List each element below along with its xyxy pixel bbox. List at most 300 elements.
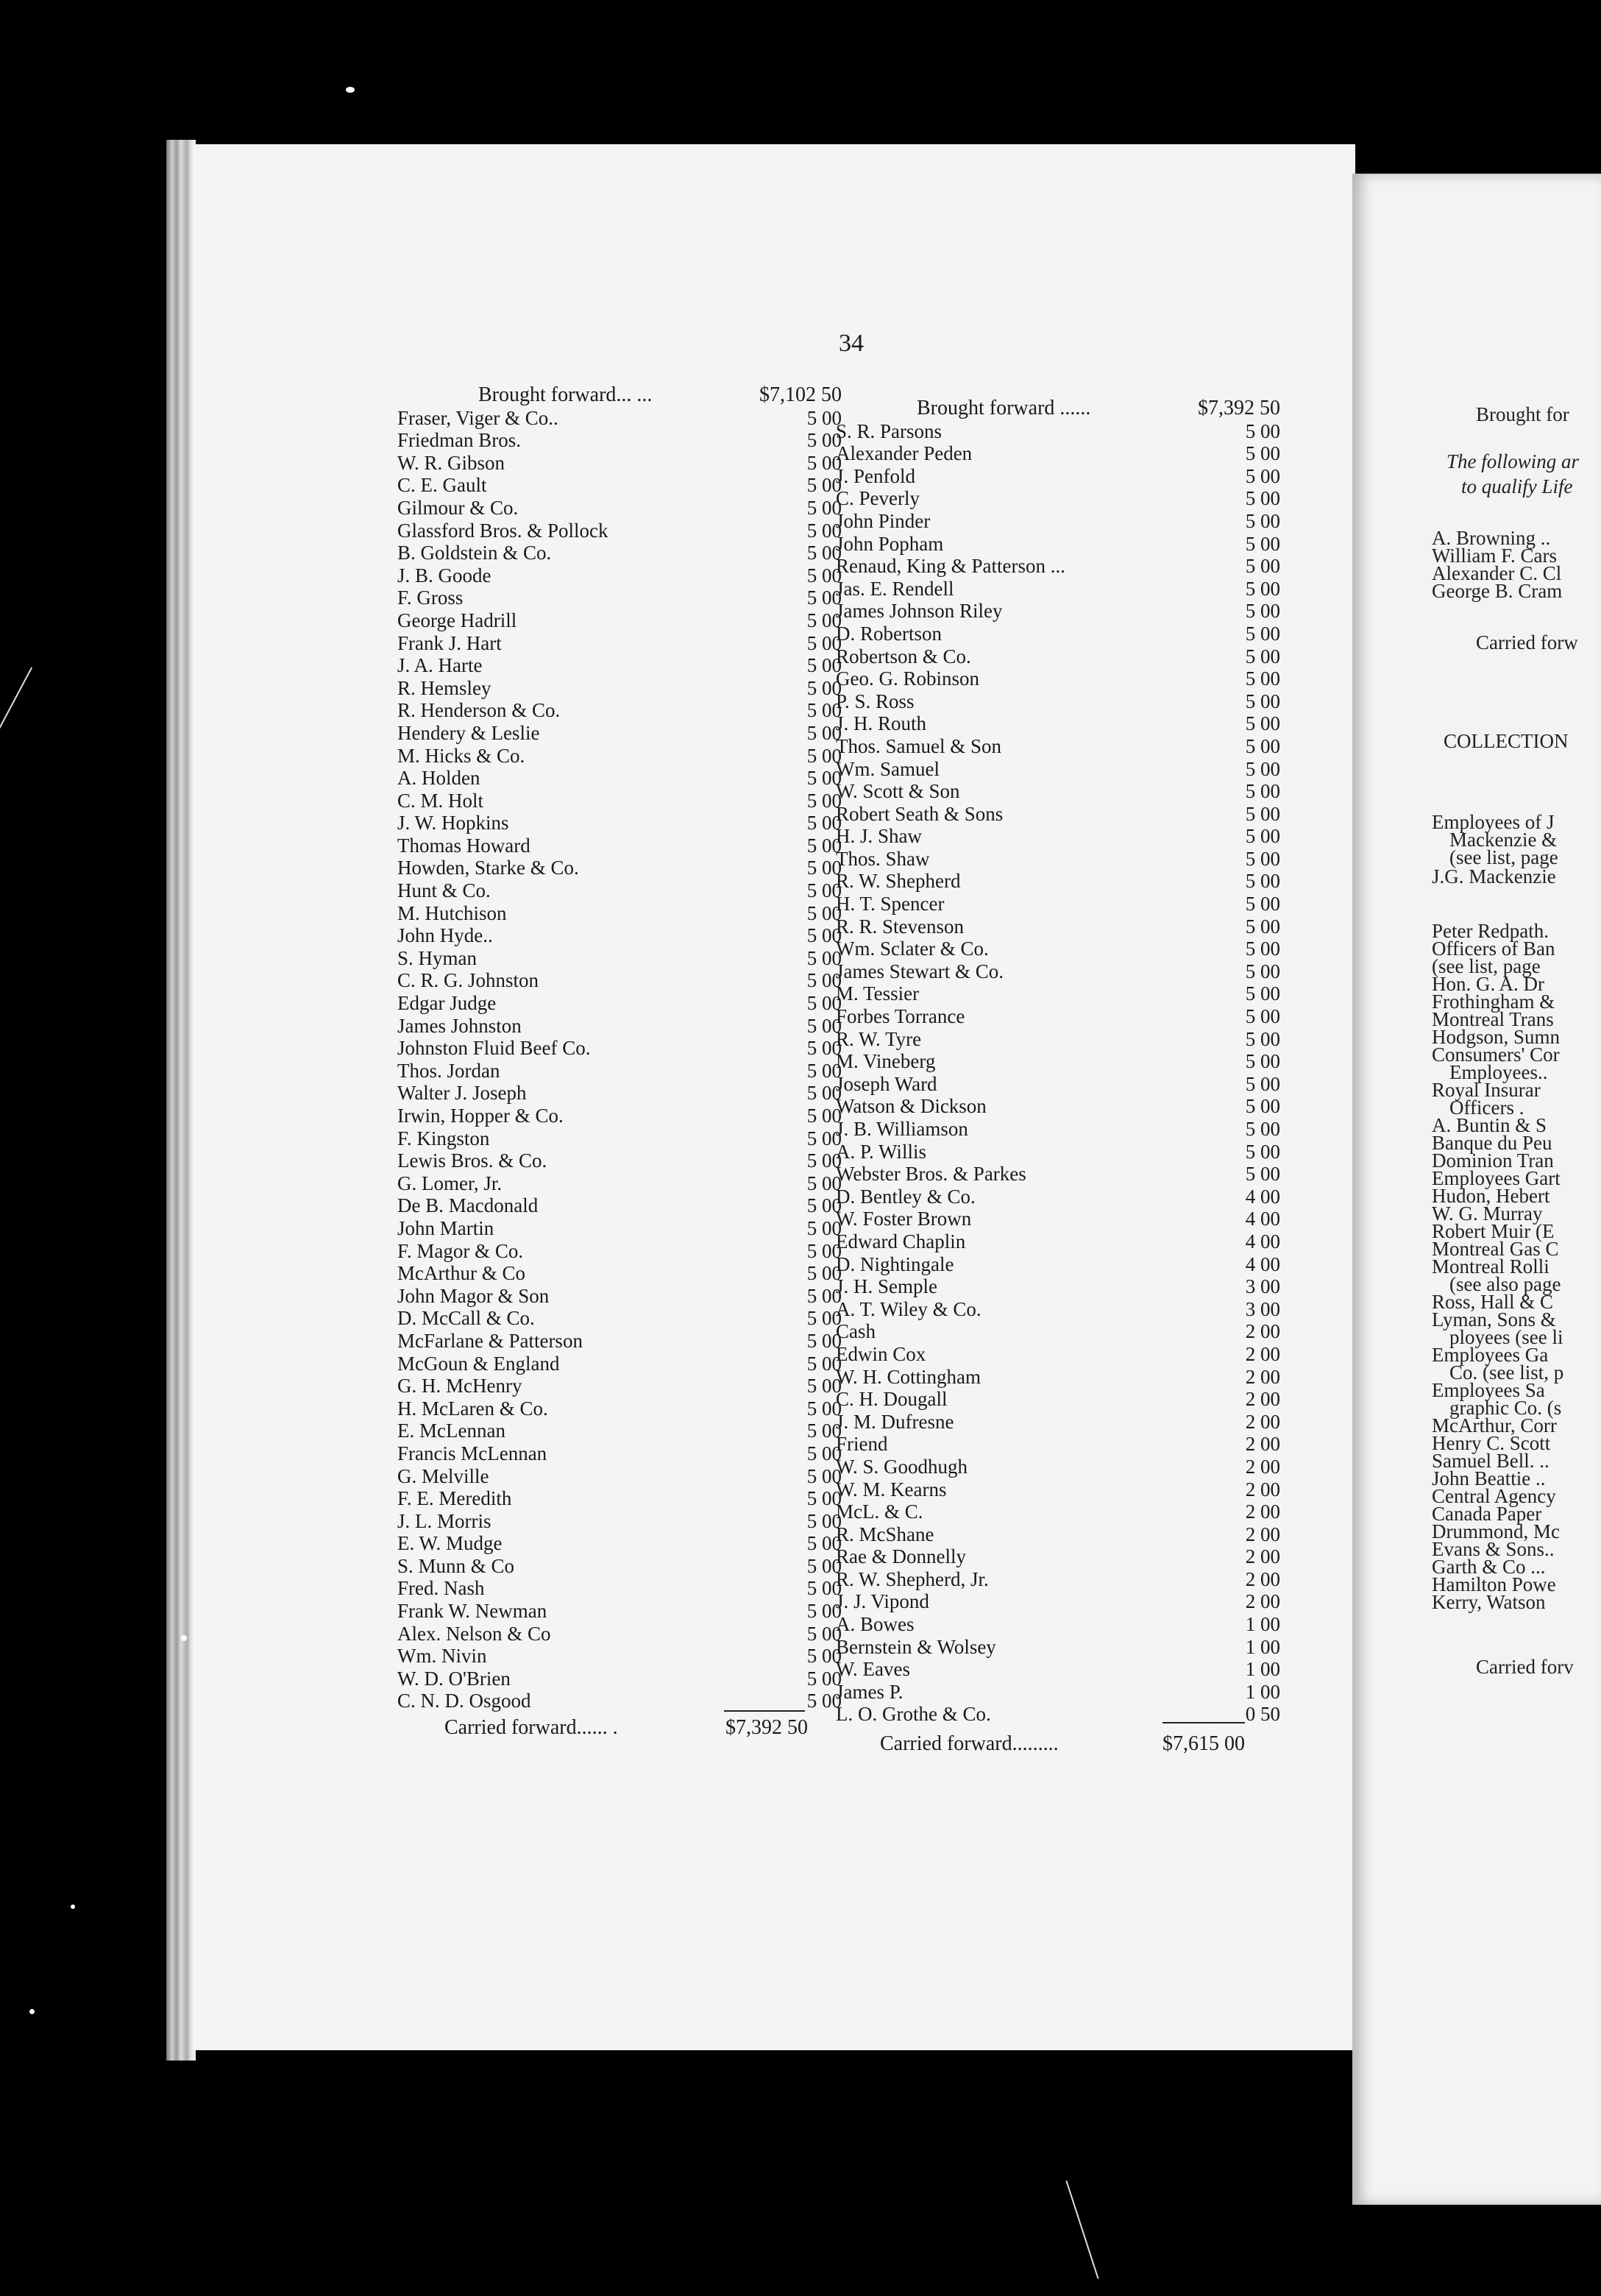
contributor-name: J. A. Harte [397,654,483,677]
next-page-line: COLLECTION [1444,730,1569,752]
contribution-amount: 4 00 [1245,1252,1280,1275]
ledger-row [836,1163,1280,1186]
ledger-row [397,1285,842,1308]
right-ledger-column [836,397,1280,1726]
next-page-line: Alexander C. Cl [1432,562,1562,584]
next-page-line: (see also page [1449,1273,1561,1295]
ledger-row [397,542,842,564]
ledger-row [836,600,1280,623]
contributor-name: W. Scott & Son [836,780,960,803]
contributor-name: Lewis Bros. & Co. [397,1149,547,1172]
ledger-row [836,420,1280,443]
ledger-row [397,1532,842,1555]
contributor-name: B. Goldstein & Co. [397,542,552,564]
next-page-line: Employees Sa [1432,1379,1545,1401]
ledger-row [836,510,1280,533]
ledger-row [836,1028,1280,1051]
next-page-line: Hodgson, Sumn [1432,1026,1561,1048]
ledger-row [836,1118,1280,1141]
ledger-row [397,924,842,947]
ledger-row [397,879,842,902]
ledger-row [836,465,1280,488]
contribution-amount: 5 00 [806,1577,842,1600]
ledger-row [397,767,842,790]
contributor-name: Walter J. Joseph [397,1082,527,1105]
next-page-line: McArthur, Corr [1432,1414,1557,1436]
contribution-amount: 2 00 [1245,1545,1280,1568]
ledger-row [836,623,1280,645]
contribution-amount: 2 00 [1245,1410,1280,1433]
scan-hair [0,667,32,746]
ledger-row [397,1375,842,1397]
contribution-amount: 2 00 [1245,1433,1280,1456]
contribution-amount: 5 00 [806,1059,842,1082]
contribution-amount: 5 00 [806,429,842,452]
right-carried-forward [880,1732,1245,1756]
contributor-name: Friedman Bros. [397,429,521,452]
ledger-row [397,1487,842,1510]
contribution-amount: 5 00 [806,789,842,812]
next-page-line: Central Agency [1432,1485,1556,1507]
contribution-amount: 5 00 [806,1600,842,1623]
contributor-name: M. Vineberg [836,1050,936,1073]
ledger-row [397,1262,842,1285]
contributor-name: Cash [836,1320,876,1343]
ledger-row [397,857,842,879]
contribution-amount: 5 00 [806,699,842,722]
contribution-amount: 5 00 [1245,847,1280,870]
ledger-row [836,1433,1280,1456]
right-total-rule [1162,1722,1245,1723]
contributor-name: Renaud, King & Patterson ... [836,555,1065,578]
contribution-amount: 5 00 [1245,1140,1280,1163]
brought-forward-label: Brought forward ...... [917,397,1091,419]
ledger-row [836,1343,1280,1366]
contribution-amount: 5 00 [806,1329,842,1352]
carried-forward-amount: $7,392 50 [725,1716,808,1739]
contributor-name: G. Melville [397,1464,489,1487]
ledger-row [397,812,842,835]
ledger-row [836,712,1280,735]
ledger-row [836,1456,1280,1478]
contribution-amount: 5 00 [806,1239,842,1262]
contributor-name: Bernstein & Wolsey [836,1635,996,1658]
next-page-line: Henry C. Scott [1432,1432,1551,1454]
carried-forward-amount: $7,615 00 [1162,1732,1245,1755]
contribution-amount: 5 00 [806,1442,842,1464]
contributor-name: R. W. Shepherd [836,870,961,893]
next-page-line: Kerry, Watson [1432,1591,1546,1613]
next-page-line: Employees.. [1449,1061,1548,1083]
next-page-line: Robert Muir (E [1432,1220,1555,1242]
contribution-amount: 5 00 [1245,982,1280,1005]
contributor-name: Fred. Nash [397,1577,485,1600]
scan-speck [346,87,355,93]
contribution-amount: 5 00 [806,834,842,857]
contributor-name: S. Hyman [397,946,477,969]
contributor-name: P. S. Ross [836,690,915,712]
contribution-amount: 5 00 [806,879,842,902]
next-page-line: ployees (see li [1449,1326,1563,1348]
contributor-name: G. H. McHenry [397,1375,522,1397]
ledger-row [836,1320,1280,1343]
ledger-row [397,947,842,970]
contributor-name: R. Hemsley [397,676,491,699]
ledger-row [397,1623,842,1645]
contribution-amount: 5 00 [806,1352,842,1375]
next-page-line: Frothingham & [1432,991,1555,1013]
next-page-line: Mackenzie & [1449,829,1558,851]
contribution-amount: 5 00 [806,1037,842,1060]
next-page-line: Lyman, Sons & [1432,1308,1556,1331]
ledger-row [836,1230,1280,1253]
ledger-row [836,1005,1280,1028]
contribution-amount: 5 00 [1245,734,1280,757]
contribution-amount: 5 00 [806,1622,842,1645]
contribution-amount: 5 00 [806,542,842,564]
contribution-amount: 5 00 [1245,1005,1280,1028]
ledger-row [397,1668,842,1690]
scan-speck [181,1635,187,1641]
contributor-name: J. W. Hopkins [397,812,509,835]
next-page-line: Royal Insurar [1432,1079,1541,1101]
ledger-row [836,1366,1280,1389]
contribution-amount: 5 00 [1245,712,1280,735]
next-page-line: graphic Co. (s [1449,1397,1562,1419]
ledger-row [397,1465,842,1488]
contributor-name: F. E. Meredith [397,1487,512,1510]
contribution-amount: 5 00 [806,654,842,677]
contributor-name: G. Lomer, Jr. [397,1172,503,1194]
ledger-row [836,1568,1280,1591]
ledger-row [836,1590,1280,1613]
ledger-row [397,497,842,520]
contribution-amount: 5 00 [806,1082,842,1105]
ledger-row [397,1037,842,1060]
contributor-name: D. Robertson [836,622,942,645]
contribution-amount: 1 00 [1245,1680,1280,1703]
ledger-row [836,1545,1280,1568]
contributor-name: A. Bowes [836,1613,915,1636]
next-page-line: (see list, page [1449,846,1558,868]
contributor-name: R. McShane [836,1523,934,1545]
contribution-amount: 5 00 [1245,645,1280,667]
ledger-row [836,960,1280,983]
contribution-amount: 5 00 [806,496,842,519]
ledger-row [397,429,842,452]
contribution-amount: 4 00 [1245,1208,1280,1230]
contributor-name: A. P. Willis [836,1140,926,1163]
ledger-row [836,1073,1280,1096]
ledger-row [397,1442,842,1465]
ledger-row [836,1141,1280,1163]
ledger-row [397,1555,842,1578]
left-entries-list [397,407,842,1712]
contributor-name: R. R. Stevenson [836,915,965,938]
contributor-name: Frank W. Newman [397,1600,547,1623]
contribution-amount: 2 00 [1245,1523,1280,1545]
contributor-name: H. J. Shaw [836,825,923,848]
next-page-line: A. Browning .. [1432,527,1551,549]
ledger-row [397,1194,842,1217]
contribution-amount: 5 00 [806,474,842,497]
contribution-amount: 2 00 [1245,1388,1280,1411]
contributor-name: Jas. E. Rendell [836,577,954,600]
next-page-line: Evans & Sons.. [1432,1538,1555,1560]
ledger-row [397,722,842,745]
ledger-row [397,1353,842,1375]
next-page-line: Ross, Hall & C [1432,1291,1554,1313]
contribution-amount: 1 00 [1245,1635,1280,1658]
contributor-name: W. D. O'Brien [397,1667,511,1690]
ledger-row [397,1645,842,1668]
contributor-name: J. M. Dufresne [836,1410,954,1433]
next-page-line: Drummond, Mc [1432,1520,1560,1542]
contributor-name: C. H. Dougall [836,1388,948,1411]
next-page-line: Hudon, Hebert [1432,1185,1550,1207]
book-page-edges [166,140,196,2061]
contribution-amount: 5 00 [806,1014,842,1037]
contributor-name: R. Henderson & Co. [397,699,561,722]
contributor-name: J. B. Goode [397,564,491,587]
contributor-name: Webster Bros. & Parkes [836,1163,1026,1186]
next-page-line: Employees Ga [1432,1344,1549,1366]
ledger-row [836,1275,1280,1298]
next-page-line: George B. Cram [1432,580,1563,602]
next-page-line: Officers . [1449,1096,1524,1119]
contributor-name: H. T. Spencer [836,893,945,915]
left-ledger-column [397,384,842,1712]
contribution-amount: 5 00 [1245,464,1280,487]
contributor-name: John Pinder [836,509,931,532]
contribution-amount: 5 00 [806,1262,842,1285]
contributor-name: D. Nightingale [836,1252,954,1275]
contribution-amount: 5 00 [806,1284,842,1307]
contribution-amount: 5 00 [806,587,842,609]
contributor-name: De B. Macdonald [397,1194,539,1217]
contribution-amount: 5 00 [1245,938,1280,960]
contribution-amount: 5 00 [806,1194,842,1217]
ledger-row [836,667,1280,690]
contributor-name: Irwin, Hopper & Co. [397,1105,564,1127]
contribution-amount: 2 00 [1245,1455,1280,1478]
contributor-name: John Magor & Son [397,1284,550,1307]
contribution-amount: 5 00 [806,1645,842,1668]
ledger-row [836,1388,1280,1411]
contribution-amount: 5 00 [1245,1118,1280,1140]
contribution-amount: 5 00 [806,901,842,924]
contributor-name: Watson & Dickson [836,1095,987,1118]
brought-forward-amount: $7,392 50 [1198,397,1280,419]
contribution-amount: 4 00 [1245,1185,1280,1208]
ledger-row [397,969,842,992]
next-page-line: Montreal Rolli [1432,1255,1549,1278]
contributor-name: John Popham [836,532,944,555]
contribution-amount: 2 00 [1245,1342,1280,1365]
ledger-row [836,780,1280,803]
next-page-line: Samuel Bell. .. [1432,1450,1549,1472]
next-page-line: Garth & Co ... [1432,1556,1546,1578]
contributor-name: E. W. Mudge [397,1532,503,1555]
next-page-line: Peter Redpath. [1432,920,1549,942]
ledger-row [836,893,1280,915]
ledger-row [397,1105,842,1127]
contributor-name: Glassford Bros. & Pollock [397,519,608,542]
ledger-row [397,452,842,475]
contribution-amount: 5 00 [1245,1050,1280,1073]
carried-forward-label: Carried forward......... [880,1732,1059,1755]
ledger-row [836,1523,1280,1546]
contributor-name: H. McLaren & Co. [397,1397,548,1420]
next-page-line: Brought for [1476,403,1569,425]
ledger-row [397,699,842,722]
next-page-line: W. G. Murray [1432,1202,1543,1225]
contributor-name: Gilmour & Co. [397,496,519,519]
contribution-amount: 5 00 [806,406,842,429]
ledger-row [397,1420,842,1442]
contributor-name: Thos. Jordan [397,1059,500,1082]
ledger-row [397,745,842,768]
contribution-amount: 5 00 [806,946,842,969]
ledger-row [836,1050,1280,1073]
ledger-row [397,632,842,655]
contributor-name: S. R. Parsons [836,419,943,442]
ledger-row [836,1186,1280,1208]
contributor-name: Forbes Torrance [836,1005,965,1028]
ledger-row [397,407,842,430]
contributor-name: S. Munn & Co [397,1554,515,1577]
contributor-name: Alexander Peden [836,442,973,465]
contributor-name: James Johnston [397,1014,522,1037]
ledger-row [397,520,842,542]
next-page-line: Montreal Trans [1432,1008,1554,1030]
next-page-line: Carried forw [1476,631,1578,653]
ledger-row [397,564,842,587]
contributor-name: McFarlane & Patterson [397,1329,583,1352]
next-page-line: William F. Cars [1432,545,1557,567]
contribution-amount: 5 00 [806,744,842,767]
contributor-name: Thos. Samuel & Son [836,734,1002,757]
contribution-amount: 1 00 [1245,1613,1280,1636]
contributor-name: W. R. Gibson [397,451,505,474]
contributor-name: Edgar Judge [397,992,497,1015]
contributor-name: C. M. Holt [397,789,484,812]
contribution-amount: 5 00 [1245,1095,1280,1118]
ledger-row [397,1172,842,1195]
next-page-line: Co. (see list, p [1449,1361,1564,1383]
ledger-row [836,1478,1280,1501]
next-page-line: John Beattie .. [1432,1467,1546,1489]
contributor-name: Joseph Ward [836,1072,937,1095]
ledger-row [836,442,1280,465]
contributor-name: Edward Chaplin [836,1230,966,1252]
ledger-row [836,758,1280,781]
ledger-row [397,1600,842,1623]
contribution-amount: 5 00 [806,676,842,699]
contribution-amount: 3 00 [1245,1275,1280,1298]
ledger-row [836,848,1280,871]
next-page-line: Employees of J [1432,811,1555,833]
contributor-name: Wm. Sclater & Co. [836,938,989,960]
contributor-name: A. T. Wiley & Co. [836,1297,981,1320]
contributor-name: J. H. Semple [836,1275,937,1298]
contribution-amount: 5 00 [806,992,842,1015]
contributor-name: C. E. Gault [397,474,487,497]
next-page-line: to qualify Life [1461,475,1573,497]
contribution-amount: 5 00 [1245,870,1280,893]
contributor-name: Hunt & Co. [397,879,491,902]
contribution-amount: 5 00 [1245,893,1280,915]
contribution-amount: 5 00 [1245,509,1280,532]
contributor-name: E. McLennan [397,1420,505,1442]
contribution-amount: 5 00 [806,564,842,587]
next-page-line: Montreal Gas C [1432,1238,1559,1260]
contributor-name: John Martin [397,1216,494,1239]
contribution-amount: 4 00 [1245,1230,1280,1252]
contributor-name: C. N. D. Osgood [397,1690,531,1712]
ledger-row [397,1015,842,1038]
contributor-name: W. H. Cottingham [836,1365,981,1388]
contribution-amount: 5 00 [806,969,842,992]
contribution-amount: 2 00 [1245,1590,1280,1613]
contribution-amount: 5 00 [806,924,842,947]
ledger-row [836,578,1280,600]
ledger-row [836,915,1280,938]
contribution-amount: 5 00 [806,767,842,790]
ledger-row [836,690,1280,713]
contribution-amount: 5 00 [806,1420,842,1442]
contribution-amount: 2 00 [1245,1567,1280,1590]
contribution-amount: 5 00 [1245,600,1280,623]
contribution-amount: 5 00 [806,1554,842,1577]
contribution-amount: 5 00 [806,1172,842,1194]
next-page-line: Canada Paper [1432,1503,1542,1525]
contribution-amount: 5 00 [1245,960,1280,982]
contributor-name: D. McCall & Co. [397,1307,535,1330]
ledger-row [397,1330,842,1353]
ledger-row [397,1510,842,1533]
contributor-name: W. Eaves [836,1658,910,1681]
ledger-row [836,1681,1280,1704]
contributor-name: W. Foster Brown [836,1208,972,1230]
ledger-row [836,982,1280,1005]
scan-speck [29,2009,35,2014]
contributor-name: George Hadrill [397,609,517,631]
contributor-name: L. O. Grothe & Co. [836,1703,991,1726]
contribution-amount: 5 00 [1245,667,1280,690]
scan-hair [1065,2180,1098,2279]
contributor-name: Hendery & Leslie [397,721,540,744]
ledger-row [397,474,842,497]
contributor-name: Robert Seath & Sons [836,802,1004,825]
next-page-line: Dominion Tran [1432,1149,1554,1172]
contributor-name: John Hyde.. [397,924,493,947]
contribution-amount: 5 00 [806,1667,842,1690]
ledger-row [397,790,842,812]
ledger-row [836,1411,1280,1434]
ledger-row [836,487,1280,510]
contribution-amount: 5 00 [806,1307,842,1330]
next-page-line: The following ar [1446,450,1580,472]
contributor-name: M. Tessier [836,982,920,1005]
contribution-amount: 5 00 [1245,487,1280,510]
contribution-amount: 5 00 [1245,555,1280,578]
contribution-amount: 5 00 [1245,915,1280,938]
contribution-amount: 5 00 [806,1509,842,1532]
contributor-name: J. B. Williamson [836,1118,968,1140]
contribution-amount: 5 00 [806,1397,842,1420]
ledger-row [836,645,1280,668]
